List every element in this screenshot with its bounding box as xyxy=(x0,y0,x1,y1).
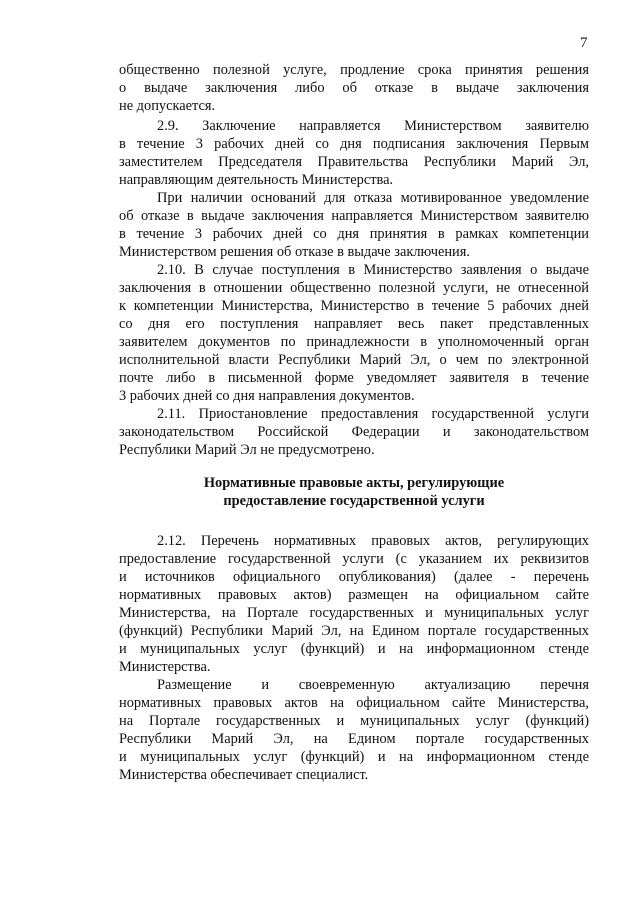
text-line: о выдаче заключения либо об отказе в выдаче заключения xyxy=(119,80,589,96)
text-line: Республики Марий Эл не предусмотрено. xyxy=(119,442,375,458)
page-number: 7 xyxy=(580,35,588,51)
text-line: нормативных правовых актов на официальном сайте Министерства, xyxy=(119,695,589,711)
text-line: Министерством решения об отказе в выдаче заключения. xyxy=(119,244,470,260)
text-line: заявителем документов по принадлежности в уполномоченный орган xyxy=(119,334,589,350)
text-line: заключения в отношении общественно полезной услуги, не отнесенной xyxy=(119,280,589,296)
text-line: Размещение и своевременную актуализацию перечня xyxy=(157,677,589,693)
text-line: в течение 3 рабочих дней со дня принятия в рамках компетенции xyxy=(119,226,589,242)
text-line: 2.9. Заключение направляется Министерством заявителю xyxy=(157,118,589,134)
text-line: на Портале государственных и муниципальных услуг (функций) xyxy=(119,713,589,729)
text-line: 2.10. В случае поступления в Министерство заявления о выдаче xyxy=(157,262,589,278)
text-line: законодательством Российской Федерации и законодательством xyxy=(119,424,589,440)
text-line: заместителем Председателя Правительства Республики Марий Эл, xyxy=(119,154,589,170)
text-line: со дня его поступления направляет весь пакет представленных xyxy=(119,316,589,332)
text-line: Республики Марий Эл, на Едином портале государственных xyxy=(119,731,589,747)
text-line: 3 рабочих дней со дня направления документов. xyxy=(119,388,415,404)
section-heading-line: Нормативные правовые акты, регулирующие xyxy=(203,475,505,491)
section-heading-line: предоставление государственной услуги xyxy=(223,493,485,509)
text-line: направляющим деятельность Министерства. xyxy=(119,172,394,188)
text-line: Министерства, на Портале государственных и муниципальных услуг xyxy=(119,605,589,621)
text-line: и муниципальных услуг (функций) и на информационном стенде xyxy=(119,641,589,657)
text-line: исполнительной власти Республики Марий Эл, о чем по электронной xyxy=(119,352,589,368)
text-line: и источников официального опубликования) (далее - перечень xyxy=(119,569,589,585)
text-line: общественно полезной услуге, продление срока принятия решения xyxy=(119,62,589,78)
text-line: нормативных правовых актов) размещен на официальном сайте xyxy=(119,587,589,603)
text-line: почте либо в письменной форме уведомляет заявителя в течение xyxy=(119,370,589,386)
text-line: 2.12. Перечень нормативных правовых актов, регулирующих xyxy=(157,533,589,549)
text-line: не допускается. xyxy=(119,98,216,114)
text-line: предоставление государственной услуги (с указанием их реквизитов xyxy=(119,551,589,567)
text-line: 2.11. Приостановление предоставления государственной услуги xyxy=(157,406,589,422)
text-line: об отказе в выдаче заключения направляется Министерством заявителю xyxy=(119,208,589,224)
text-line: Министерства обеспечивает специалист. xyxy=(119,767,369,783)
text-line: (функций) Республики Марий Эл, на Едином портале государственных xyxy=(119,623,589,639)
text-line: к компетенции Министерства, Министерство в течение 5 рабочих дней xyxy=(119,298,589,314)
text-line: При наличии оснований для отказа мотивированное уведомление xyxy=(157,190,589,206)
text-line: в течение 3 рабочих дней со дня подписания заключения Первым xyxy=(119,136,589,152)
text-line: и муниципальных услуг (функций) и на информационном стенде xyxy=(119,749,589,765)
text-line: Министерства. xyxy=(119,659,211,675)
